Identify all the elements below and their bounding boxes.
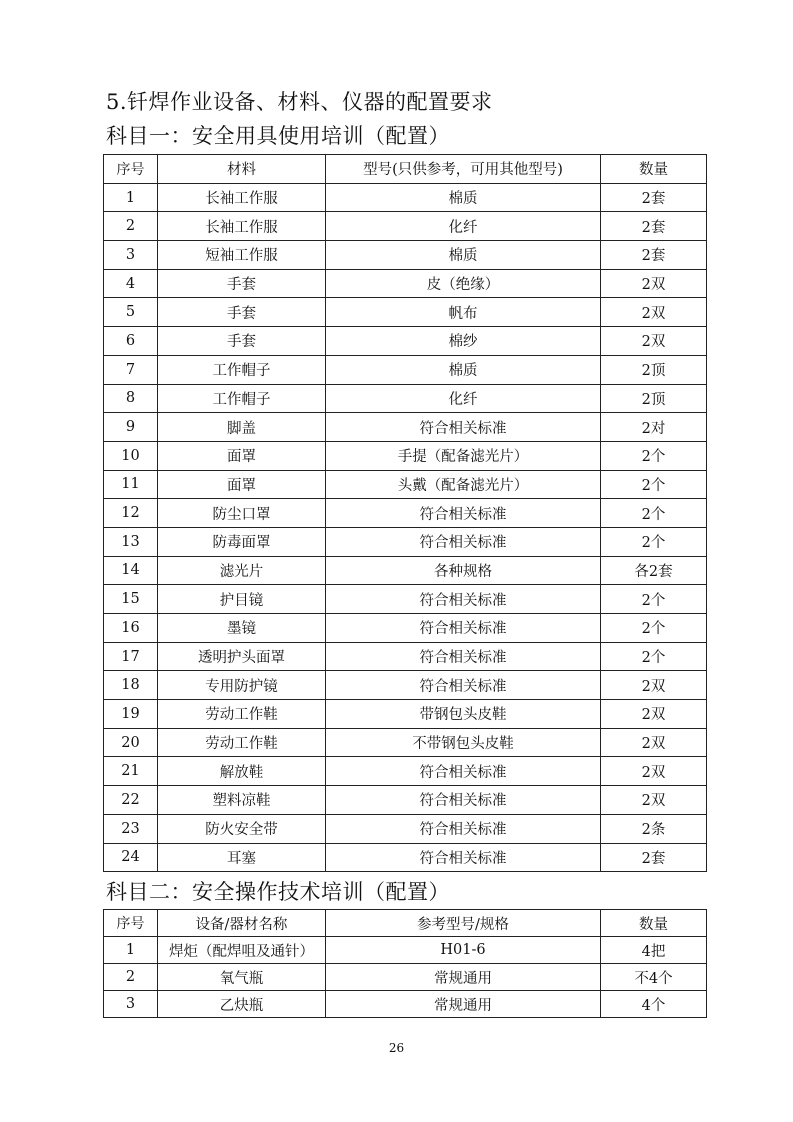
table-header-row xyxy=(104,155,707,184)
table-cell: 2套 xyxy=(601,241,707,270)
table-cell: 各2套 xyxy=(601,556,707,585)
table-cell: 12 xyxy=(104,499,158,528)
table-cell: H01-6 xyxy=(326,937,601,964)
table-cell: 带钢包头皮鞋 xyxy=(326,700,601,729)
table-cell: 2个 xyxy=(601,585,707,614)
table-cell: 劳动工作鞋 xyxy=(158,700,326,729)
table-cell: 3 xyxy=(104,991,158,1018)
table-row xyxy=(104,642,707,671)
table-cell: 长袖工作服 xyxy=(158,183,326,212)
table-cell: 2双 xyxy=(601,671,707,700)
table-cell: 10 xyxy=(104,441,158,470)
table-cell: 化纤 xyxy=(326,384,601,413)
table-cell: 2双 xyxy=(601,327,707,356)
table-cell: 1 xyxy=(104,937,158,964)
table-cell: 焊炬（配焊咀及通针） xyxy=(158,937,326,964)
table-cell: 手套 xyxy=(158,327,326,356)
table-row xyxy=(104,757,707,786)
table-cell: 7 xyxy=(104,355,158,384)
table-cell: 头戴（配备滤光片） xyxy=(326,470,601,499)
table-row xyxy=(104,964,707,991)
header-cell: 型号(只供参考，可用其他型号) xyxy=(326,155,601,184)
table-cell: 不带钢包头皮鞋 xyxy=(326,728,601,757)
table-cell: 符合相关标准 xyxy=(326,527,601,556)
table-row xyxy=(104,937,707,964)
table-cell: 15 xyxy=(104,585,158,614)
table-row xyxy=(104,671,707,700)
table-row xyxy=(104,269,707,298)
table-row xyxy=(104,786,707,815)
table-cell: 符合相关标准 xyxy=(326,413,601,442)
table-cell: 防火安全带 xyxy=(158,814,326,843)
subject2-title: 科目二：安全操作技术培训（配置） xyxy=(106,880,450,904)
table-row xyxy=(104,991,707,1018)
table-cell: 短袖工作服 xyxy=(158,241,326,270)
table-cell: 2条 xyxy=(601,814,707,843)
table-row xyxy=(104,470,707,499)
table-cell: 20 xyxy=(104,728,158,757)
table-row xyxy=(104,700,707,729)
table-cell: 2套 xyxy=(601,212,707,241)
table-cell: 1 xyxy=(104,183,158,212)
table-cell: 2 xyxy=(104,212,158,241)
table-row xyxy=(104,183,707,212)
table-cell: 4 xyxy=(104,269,158,298)
table-row xyxy=(104,441,707,470)
table-cell: 耳塞 xyxy=(158,843,326,872)
table-cell: 墨镜 xyxy=(158,614,326,643)
header-cell: 参考型号/规格 xyxy=(326,910,601,937)
table-cell: 2双 xyxy=(601,757,707,786)
table-cell: 2双 xyxy=(601,728,707,757)
table-cell: 2个 xyxy=(601,441,707,470)
table-cell: 手套 xyxy=(158,298,326,327)
table-cell: 22 xyxy=(104,786,158,815)
table-row xyxy=(104,212,707,241)
table-cell: 符合相关标准 xyxy=(326,642,601,671)
table-cell: 18 xyxy=(104,671,158,700)
table-cell: 6 xyxy=(104,327,158,356)
table-row xyxy=(104,843,707,872)
table-cell: 不4个 xyxy=(601,964,707,991)
table-cell: 专用防护镜 xyxy=(158,671,326,700)
table-cell: 工作帽子 xyxy=(158,355,326,384)
table-cell: 2 xyxy=(104,964,158,991)
table-cell: 皮（绝缘） xyxy=(326,269,601,298)
table-row xyxy=(104,728,707,757)
table-cell: 符合相关标准 xyxy=(326,614,601,643)
equipment-table-2 xyxy=(103,909,707,1018)
table-row xyxy=(104,413,707,442)
table-row xyxy=(104,327,707,356)
table-cell: 乙炔瓶 xyxy=(158,991,326,1018)
table-cell: 防毒面罩 xyxy=(158,527,326,556)
table-cell: 长袖工作服 xyxy=(158,212,326,241)
table-cell: 面罩 xyxy=(158,441,326,470)
table-cell: 4把 xyxy=(601,937,707,964)
table-row xyxy=(104,298,707,327)
table-cell: 各种规格 xyxy=(326,556,601,585)
table-cell: 4个 xyxy=(601,991,707,1018)
table-cell: 2顶 xyxy=(601,384,707,413)
table-cell: 13 xyxy=(104,527,158,556)
table-cell: 氧气瓶 xyxy=(158,964,326,991)
table-row xyxy=(104,527,707,556)
table-cell: 符合相关标准 xyxy=(326,499,601,528)
table-cell: 11 xyxy=(104,470,158,499)
header-cell: 序号 xyxy=(104,155,158,184)
table-cell: 5 xyxy=(104,298,158,327)
table-cell: 护目镜 xyxy=(158,585,326,614)
table-cell: 3 xyxy=(104,241,158,270)
table-cell: 符合相关标准 xyxy=(326,814,601,843)
table-cell: 滤光片 xyxy=(158,556,326,585)
table-cell: 棉纱 xyxy=(326,327,601,356)
header-cell: 数量 xyxy=(601,155,707,184)
table-row xyxy=(104,384,707,413)
table-cell: 17 xyxy=(104,642,158,671)
table-cell: 2套 xyxy=(601,843,707,872)
table-cell: 棉质 xyxy=(326,183,601,212)
table-cell: 透明护头面罩 xyxy=(158,642,326,671)
table-row xyxy=(104,614,707,643)
table-cell: 化纤 xyxy=(326,212,601,241)
table-cell: 手套 xyxy=(158,269,326,298)
table-row xyxy=(104,355,707,384)
table-cell: 脚盖 xyxy=(158,413,326,442)
table-cell: 2双 xyxy=(601,700,707,729)
table-cell: 符合相关标准 xyxy=(326,786,601,815)
table-cell: 2双 xyxy=(601,298,707,327)
header-cell: 设备/器材名称 xyxy=(158,910,326,937)
table-cell: 符合相关标准 xyxy=(326,585,601,614)
header-cell: 序号 xyxy=(104,910,158,937)
table-cell: 2套 xyxy=(601,183,707,212)
table-cell: 2对 xyxy=(601,413,707,442)
table-cell: 塑料凉鞋 xyxy=(158,786,326,815)
table-cell: 14 xyxy=(104,556,158,585)
table-cell: 常规通用 xyxy=(326,964,601,991)
header-cell: 材料 xyxy=(158,155,326,184)
page-number: 26 xyxy=(388,1041,405,1055)
equipment-table-1 xyxy=(103,154,707,872)
table-cell: 19 xyxy=(104,700,158,729)
table-cell: 棉质 xyxy=(326,241,601,270)
table-cell: 2顶 xyxy=(601,355,707,384)
table-cell: 2双 xyxy=(601,786,707,815)
table-cell: 2双 xyxy=(601,269,707,298)
table-row xyxy=(104,556,707,585)
table-cell: 面罩 xyxy=(158,470,326,499)
subject1-title: 科目一：安全用具使用培训（配置） xyxy=(106,124,450,148)
table-cell: 符合相关标准 xyxy=(326,843,601,872)
table-cell: 2个 xyxy=(601,642,707,671)
table-row xyxy=(104,814,707,843)
table-cell: 符合相关标准 xyxy=(326,757,601,786)
table-cell: 2个 xyxy=(601,499,707,528)
table-cell: 手提（配备滤光片） xyxy=(326,441,601,470)
table-cell: 2个 xyxy=(601,527,707,556)
table-cell: 解放鞋 xyxy=(158,757,326,786)
header-cell: 数量 xyxy=(601,910,707,937)
table-cell: 2个 xyxy=(601,614,707,643)
table-cell: 符合相关标准 xyxy=(326,671,601,700)
table-cell: 16 xyxy=(104,614,158,643)
table-cell: 8 xyxy=(104,384,158,413)
section-title: 5.钎焊作业设备、材料、仪器的配置要求 xyxy=(106,90,493,114)
table-row xyxy=(104,499,707,528)
table-header-row xyxy=(104,910,707,937)
table-cell: 9 xyxy=(104,413,158,442)
table-cell: 21 xyxy=(104,757,158,786)
table-cell: 23 xyxy=(104,814,158,843)
table-cell: 棉质 xyxy=(326,355,601,384)
table-cell: 24 xyxy=(104,843,158,872)
table-cell: 常规通用 xyxy=(326,991,601,1018)
table-row xyxy=(104,241,707,270)
table-cell: 帆布 xyxy=(326,298,601,327)
table-row xyxy=(104,585,707,614)
table-cell: 劳动工作鞋 xyxy=(158,728,326,757)
table-cell: 工作帽子 xyxy=(158,384,326,413)
table-cell: 2个 xyxy=(601,470,707,499)
table-cell: 防尘口罩 xyxy=(158,499,326,528)
